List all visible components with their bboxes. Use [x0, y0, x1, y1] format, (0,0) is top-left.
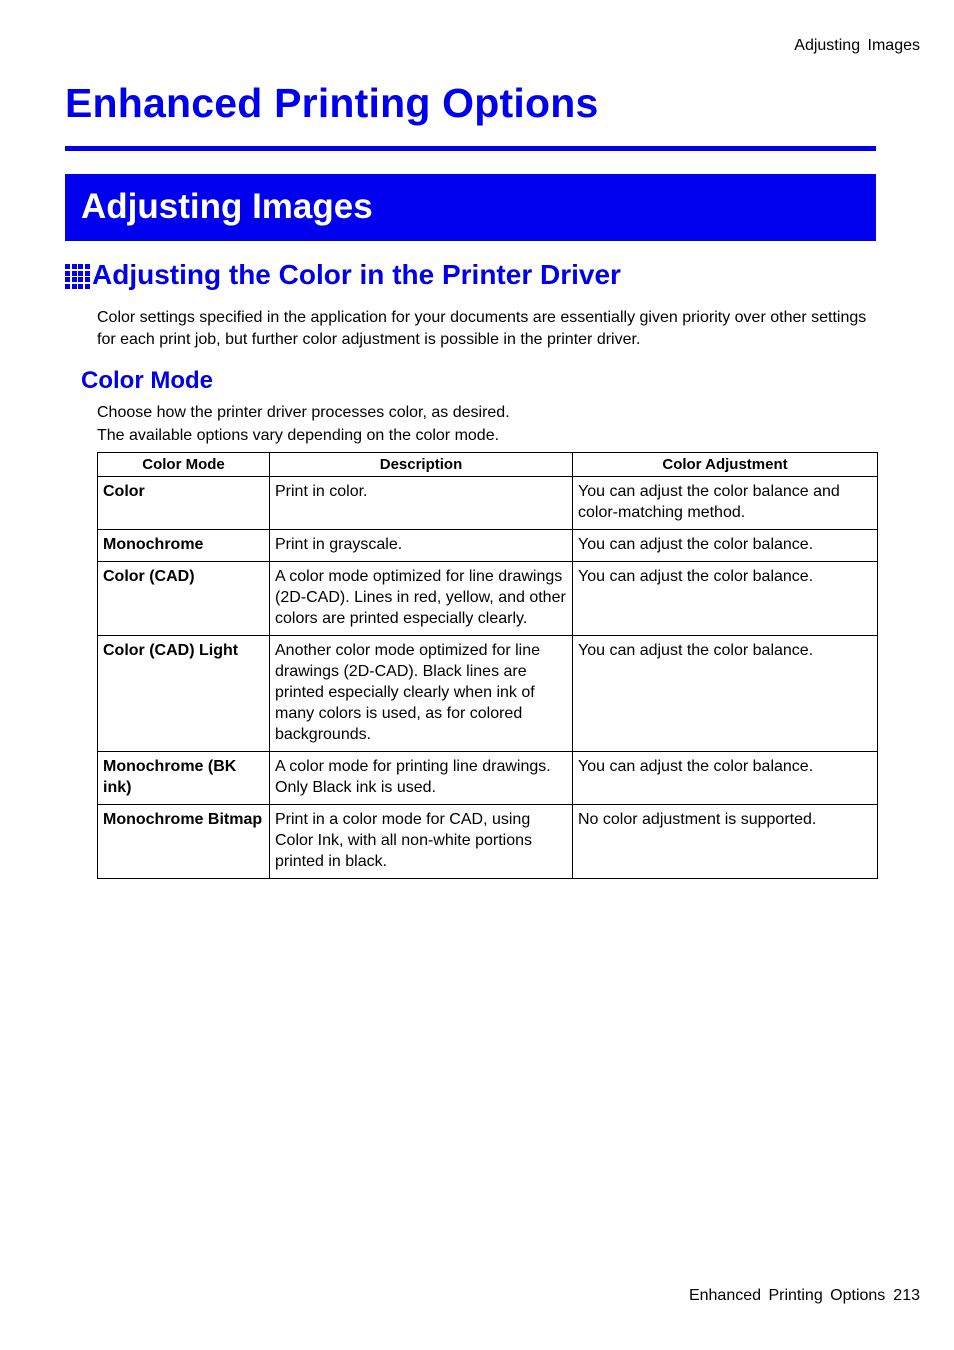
header-color-adjustment: Color Adjustment — [573, 453, 878, 477]
adjustment-cell: You can adjust the color balance. — [573, 752, 878, 805]
chapter-rule — [65, 146, 876, 151]
section-banner — [65, 174, 876, 241]
mode-cell: Monochrome — [98, 530, 270, 562]
section-title: Adjusting Images — [81, 187, 373, 226]
header-color-mode: Color Mode — [98, 453, 270, 477]
color-mode-line-2: The available options vary depending on the color mode. — [97, 427, 500, 444]
color-mode-table — [97, 452, 878, 879]
adjustment-cell: You can adjust the color balance. — [573, 636, 878, 752]
table-row — [98, 752, 878, 805]
header-description: Description — [270, 453, 573, 477]
description-cell: Print in grayscale. — [270, 530, 573, 562]
description-cell: Print in a color mode for CAD, using Color Ink, with all non-white portions printed in black. — [270, 805, 573, 879]
grid-icon — [65, 264, 89, 288]
mode-cell: Monochrome (BK ink) — [98, 752, 270, 805]
table-row — [98, 477, 878, 530]
page-number: 213 — [893, 1287, 920, 1304]
page-footer — [689, 1287, 920, 1305]
table-header-row — [98, 453, 878, 477]
description-cell: A color mode optimized for line drawings (2D-CAD). Lines in red, yellow, and other colors are printed especially clearly. — [270, 562, 573, 636]
description-cell: A color mode for printing line drawings. Only Black ink is used. — [270, 752, 573, 805]
chapter-title: Enhanced Printing Options — [65, 80, 599, 126]
color-mode-line-1: Choose how the printer driver processes color, as desired. — [97, 404, 510, 421]
subsection-heading — [65, 259, 621, 291]
table-row — [98, 805, 878, 879]
adjustment-cell: You can adjust the color balance. — [573, 530, 878, 562]
adjustment-cell: You can adjust the color balance and color-matching method. — [573, 477, 878, 530]
running-head: Adjusting Images — [794, 37, 920, 54]
mode-cell: Color (CAD) — [98, 562, 270, 636]
footer-label: Enhanced Printing Options — [688, 1287, 886, 1304]
table-row — [98, 636, 878, 752]
color-mode-heading: Color Mode — [81, 367, 213, 394]
mode-cell: Color (CAD) Light — [98, 636, 270, 752]
table-row — [98, 530, 878, 562]
mode-cell: Color — [98, 477, 270, 530]
table-row — [98, 562, 878, 636]
description-cell: Another color mode optimized for line drawings (2D-CAD). Black lines are printed especially clearly when ink of many colors is used, as for colored backgrounds. — [270, 636, 573, 752]
adjustment-cell: No color adjustment is supported. — [573, 805, 878, 879]
adjustment-cell: You can adjust the color balance. — [573, 562, 878, 636]
mode-cell: Monochrome Bitmap — [98, 805, 270, 879]
intro-paragraph: Color settings specified in the application for your documents are essentially given priority over other settings for each print job, but further color adjustment is possible in the printer driver. — [97, 309, 867, 348]
subsection-title: Adjusting the Color in the Printer Driver — [92, 259, 621, 290]
description-cell: Print in color. — [270, 477, 573, 530]
